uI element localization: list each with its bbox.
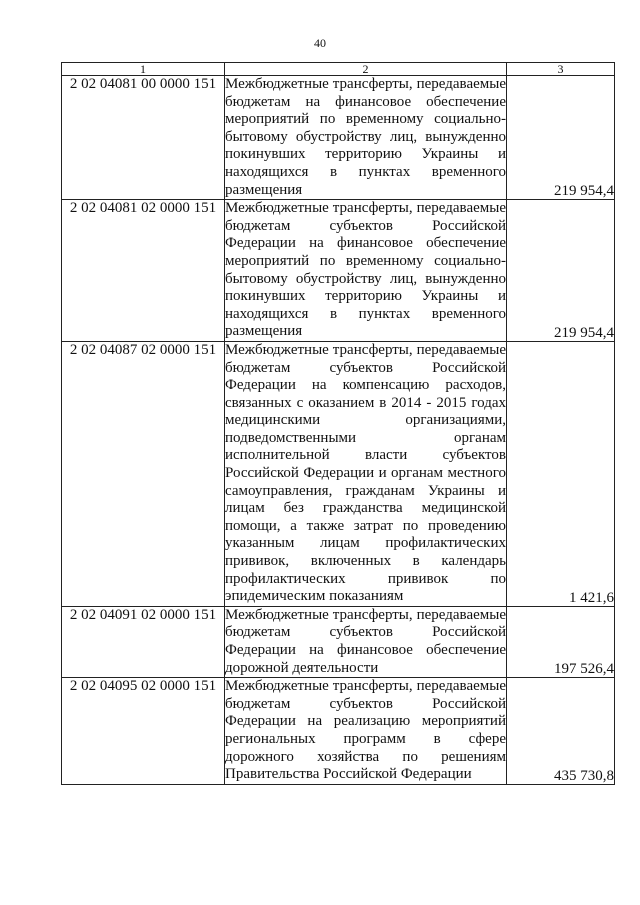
budget-description: Межбюджетные трансферты, передаваемые бюджетам на финансовое обеспечение мероприятий по временному социально-бытовому обустройству лиц, вынужденно покинувших территорию Украины и находящихся в пунктах временного размещения	[225, 76, 507, 200]
table-row	[62, 200, 615, 342]
budget-description: Межбюджетные трансферты, передаваемые бюджетам субъектов Российской Федерации на финансовое обеспечение дорожной деятельности	[225, 606, 507, 677]
budget-amount: 1 421,6	[507, 341, 615, 606]
budget-code: 2 02 04081 00 0000 151	[62, 76, 225, 200]
budget-amount: 219 954,4	[507, 200, 615, 342]
budget-description: Межбюджетные трансферты, передаваемые бюджетам субъектов Российской Федерации на реализацию мероприятий региональных программ в сфере дорожного хозяйства по решениям Правительства Российской Федерации	[225, 678, 507, 785]
column-header-2: 2	[225, 63, 507, 76]
budget-description: Межбюджетные трансферты, передаваемые бюджетам субъектов Российской Федерации на финансовое обеспечение мероприятий по временному социально-бытовому обустройству лиц, вынужденно покинувших территорию Украины и находящихся в пунктах временного размещения	[225, 200, 507, 342]
budget-code: 2 02 04081 02 0000 151	[62, 200, 225, 342]
column-header-1: 1	[62, 63, 225, 76]
budget-code: 2 02 04091 02 0000 151	[62, 606, 225, 677]
budget-amount: 197 526,4	[507, 606, 615, 677]
budget-description: Межбюджетные трансферты, передаваемые бюджетам субъектов Российской Федерации на компенсацию расходов, связанных с оказанием в 2014 - 2015 годах медицинскими организациями, подведомственными органам исполнительной власти субъектов Российской Федерации и органам местного самоуправления, гражданам Украины и лицам без гражданства медицинской помощи, а также затрат по проведению указанным лицам профилактических прививок, включенных в календарь профилактических прививок по эпидемическим показаниям	[225, 341, 507, 606]
column-header-3: 3	[507, 63, 615, 76]
table-row	[62, 76, 615, 200]
budget-amount: 435 730,8	[507, 678, 615, 785]
table-header-row	[62, 63, 615, 76]
page-number: 40	[314, 36, 326, 50]
budget-code: 2 02 04087 02 0000 151	[62, 341, 225, 606]
table-row	[62, 678, 615, 785]
table-row	[62, 341, 615, 606]
budget-code: 2 02 04095 02 0000 151	[62, 678, 225, 785]
budget-table	[61, 62, 615, 785]
table-row	[62, 606, 615, 677]
budget-amount: 219 954,4	[507, 76, 615, 200]
